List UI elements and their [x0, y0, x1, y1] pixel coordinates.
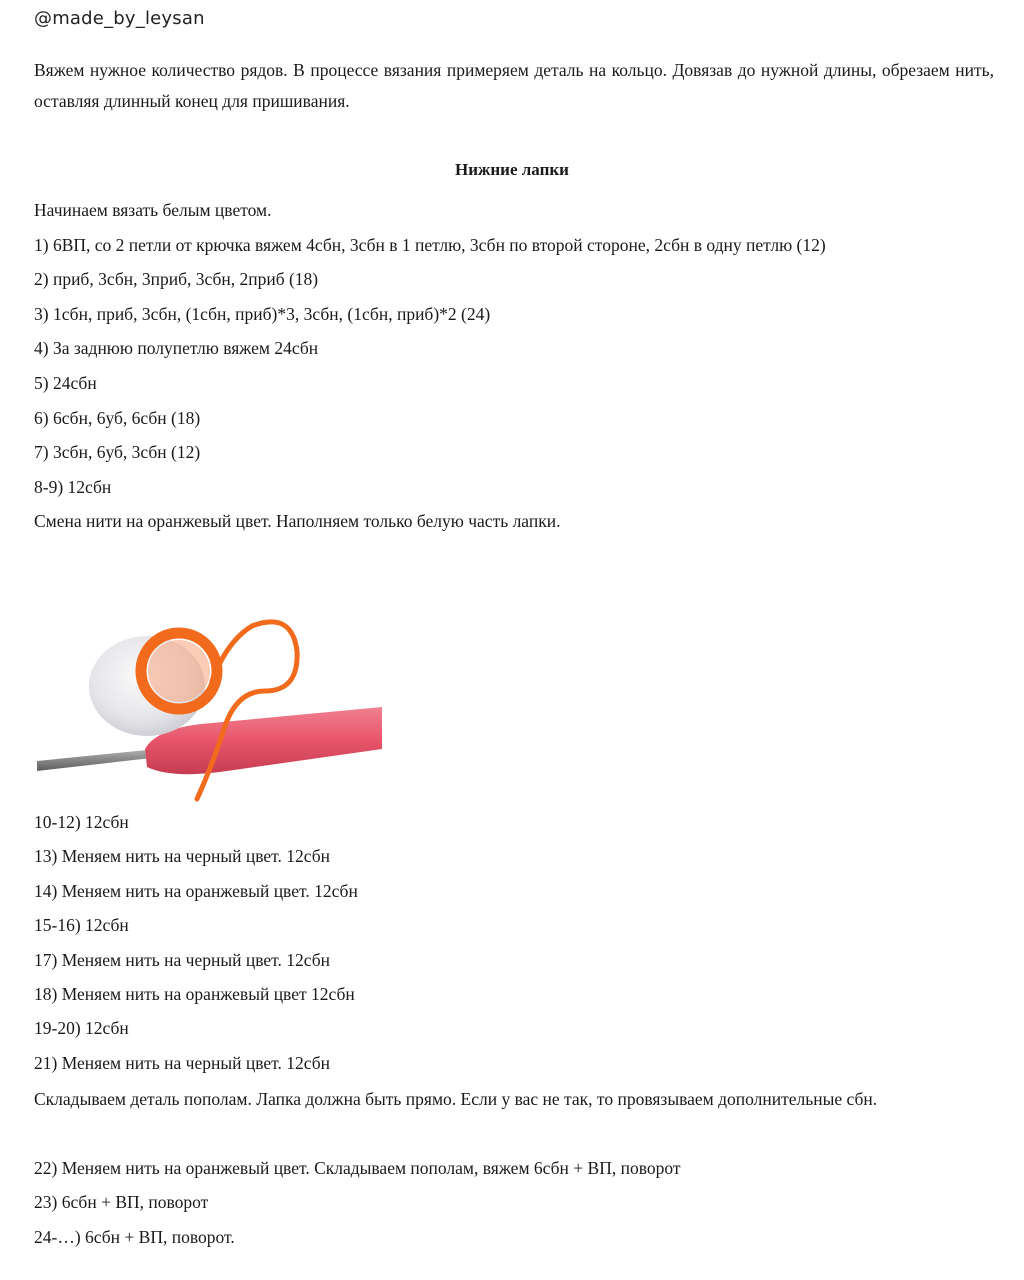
step-line: 7) 3сбн, 6уб, 3сбн (12)	[34, 442, 201, 463]
steps-list-middle	[34, 805, 358, 1080]
step-line: 3) 1сбн, приб, 3сбн, (1сбн, приб)*3, 3сбн, (1сбн, приб)*2 (24)	[34, 303, 491, 324]
section-title: Нижние лапки	[455, 160, 569, 179]
step-line: 17) Меняем нить на черный цвет. 12сбн	[34, 949, 330, 970]
crochet-photo-illustration	[37, 541, 382, 803]
step-line: 14) Меняем нить на оранжевый цвет. 12сбн	[34, 880, 358, 901]
steps-list-top	[34, 193, 826, 539]
step-line: 2) приб, 3сбн, 3приб, 3сбн, 2приб (18)	[34, 269, 319, 290]
author-handle: @made_by_leysan	[34, 8, 205, 29]
steps-list-bottom	[34, 1151, 681, 1254]
step-line: 4) За заднюю полупетлю вяжем 24сбн	[34, 338, 319, 359]
step-line: 8-9) 12сбн	[34, 476, 112, 497]
step-line: 21) Меняем нить на черный цвет. 12сбн	[34, 1052, 330, 1073]
step-line: 18) Меняем нить на оранжевый цвет 12сбн	[34, 983, 355, 1004]
step-line: 19-20) 12сбн	[34, 1018, 129, 1039]
step-line: 15-16) 12сбн	[34, 915, 129, 936]
crochet-photo	[37, 541, 382, 803]
intro-paragraph: Вяжем нужное количество рядов. В процессе вязания примеряем деталь на кольцо. Довязав до нужной длины, обрезаем нить, оставляя длинный конец для пришивания.	[34, 60, 994, 111]
step-line: 6) 6сбн, 6уб, 6сбн (18)	[34, 407, 201, 428]
step-line: 13) Меняем нить на черный цвет. 12сбн	[34, 846, 330, 867]
step-line: 10-12) 12сбн	[34, 812, 129, 832]
step-line: 24-…) 6сбн + ВП, поворот.	[34, 1226, 235, 1247]
step-line: 5) 24сбн	[34, 372, 97, 393]
step-line: 23) 6сбн + ВП, поворот	[34, 1192, 209, 1213]
step-line: Смена нити на оранжевый цвет. Наполняем только белую часть лапки.	[34, 511, 561, 532]
fold-note-paragraph: Складываем деталь пополам. Лапка должна быть прямо. Если у вас не так, то провязываем дополнительные сбн.	[34, 1089, 878, 1109]
step-line: 22) Меняем нить на оранжевый цвет. Складываем пополам, вяжем 6сбн + ВП, поворот	[34, 1158, 681, 1178]
step-line: Начинаем вязать белым цветом.	[34, 200, 272, 220]
step-line: 1) 6ВП, со 2 петли от крючка вяжем 4сбн, 3сбн в 1 петлю, 3сбн по второй стороне, 2сбн в одну петлю (12)	[34, 234, 826, 255]
